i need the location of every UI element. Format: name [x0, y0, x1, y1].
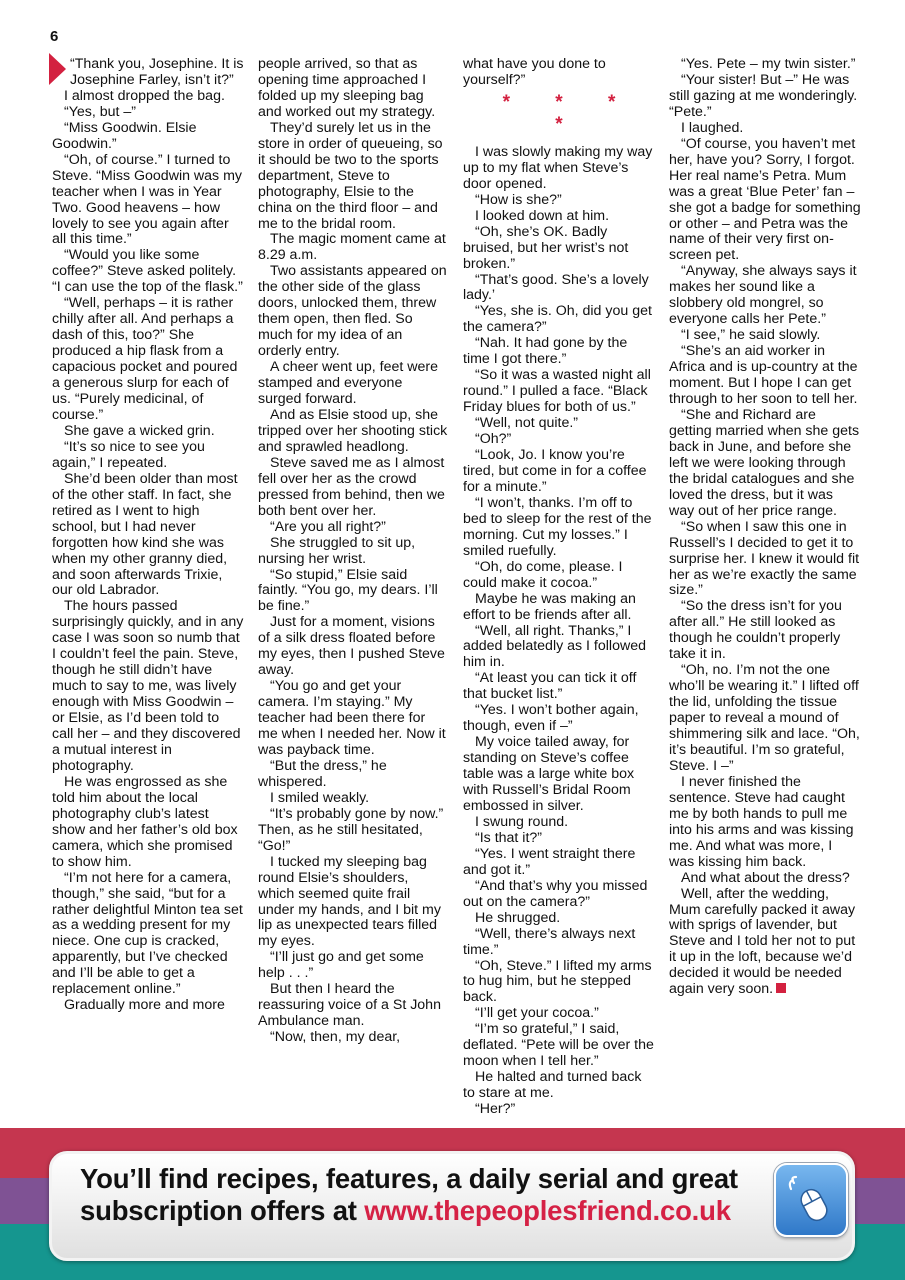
paragraph: “So it was a wasted night all round.” I pulled a face. “Black Friday blues for both of us.”: [463, 367, 651, 416]
paragraph: “Well, not quite.”: [475, 415, 579, 432]
paragraph: “I see,” he said slowly.: [681, 327, 821, 344]
paragraph: “I’m not here for a camera, though,” she said, “but for a rather delightful Minton tea set as a wedding present for my niece. One cup is cracked, apparently, but I’ve checked and I’ll be able to get a replacement online.”: [52, 869, 243, 998]
paragraph: “Thank you, Josephine. It is Josephine Farley, isn’t it?”: [70, 56, 244, 88]
paragraph: Just for a moment, visions of a silk dress floated before my eyes, then I pushed Steve away.: [258, 614, 445, 679]
paragraph: “It’s so nice to see you again,” I repeated.: [52, 438, 205, 471]
mouse-click-icon[interactable]: [774, 1163, 848, 1237]
paragraph: The magic moment came at 8.29 a.m.: [258, 231, 446, 264]
paragraph: “Are you all right?”: [270, 518, 386, 535]
article-column-2: [258, 57, 448, 1046]
paragraph: Gradually more and more: [64, 997, 225, 1014]
paragraph: My voice tailed away, for standing on Steve’s coffee table was a large white box with Russell’s Bridal Room embossed in silver.: [463, 734, 635, 814]
paragraph: “That’s good. She’s a lovely lady.’: [463, 271, 649, 304]
paragraph: “Is that it?”: [475, 829, 543, 846]
paragraph: He shrugged.: [475, 909, 561, 926]
paragraph: “She’s an aid worker in Africa and is up-country at the moment. But I hope I can get through to her soon to tell her.: [669, 343, 858, 408]
paragraph: “Oh, of course.” I turned to Steve. “Miss Goodwin was my teacher when I was in Year Two. Good heavens – how lovely to see you again after all this time.”: [52, 151, 243, 248]
paragraph: “So stupid,” Elsie said faintly. “You go, my dears. I’ll be fine.”: [258, 566, 438, 615]
paragraph: “Look, Jo. I know you’re tired, but come in for a coffee for a minute.”: [463, 447, 647, 495]
paragraph: “Yes. I won’t bother again, though, even if –”: [463, 702, 639, 735]
promo-website-link[interactable]: www.thepeoplesfriend.co.uk: [364, 1195, 731, 1226]
paragraph: He was engrossed as she told him about the local photography club’s latest show and her father’s old box camera, which she promised to show him.: [52, 773, 238, 870]
paragraph: “Would you like some coffee?” Steve asked politely. “I can use the top of the flask.”: [52, 247, 243, 296]
paragraph: A cheer went up, feet were stamped and everyone surged forward.: [258, 359, 438, 408]
mouse-icon: [788, 1175, 834, 1225]
paragraph: “Nah. It had gone by the time I got there.”: [463, 335, 628, 368]
article-column-4: [669, 57, 861, 998]
paragraph: “Oh, no. I’m not the one who’ll be wearing it.” I lifted off the lid, unfolding the tissue paper to reveal a mound of shimmering silk and lace. “Oh, it’s beautiful. I’m so grateful, Steve. I –”: [669, 662, 860, 774]
promo-text: [80, 1163, 760, 1227]
page-number: 6: [50, 28, 59, 45]
paragraph: “Yes, but –”: [64, 103, 137, 120]
paragraph: “I’ll get your cocoa.”: [475, 1005, 599, 1022]
paragraph: “I won’t, thanks. I’m off to bed to sleep for the rest of the morning. Cut my losses.” I smiled ruefully.: [463, 494, 652, 559]
paragraph: “So the dress isn’t for you after all.” He still looked as though he couldn’t properly take it in.: [669, 598, 842, 663]
paragraph: “And that’s why you missed out on the camera?”: [463, 877, 648, 910]
paragraph: Well, after the wedding, Mum carefully packed it away with sprigs of lavender, but Steve and I told her not to put it up in the loft, because we’d decided it would be needed again very soon.: [669, 885, 856, 998]
promo-banner: [49, 1151, 855, 1261]
paragraph: I looked down at him.: [475, 207, 610, 224]
paragraph: “Anyway, she always says it makes her sound like a slobbery old mongrel, so everyone calls her Pete.”: [669, 263, 857, 328]
article-column-3: [463, 57, 655, 1118]
paragraph: She’d been older than most of the other staff. In fact, she retired as I went to high school, but I had never forgotten how kind she was when my other granny died, and soon afterwards Trixie, our old Labrador.: [52, 470, 238, 599]
paragraph: “Well, all right. Thanks,” I added belatedly as I followed him in.: [463, 622, 646, 671]
paragraph: I swung round.: [475, 813, 569, 830]
paragraph: And as Elsie stood up, she tripped over her shooting stick and sprawled headlong.: [258, 406, 448, 455]
paragraph: She struggled to sit up, nursing her wrist.: [258, 534, 416, 567]
paragraph: “Well, there’s always next time.”: [463, 925, 636, 958]
paragraph: Steve saved me as I almost fell over her as the crowd pressed from behind, then we both bent over her.: [258, 454, 445, 519]
paragraph: “Now, then, my dear,: [270, 1029, 401, 1046]
paragraph: “Miss Goodwin. Elsie Goodwin.”: [52, 119, 197, 152]
paragraph: And what about the dress?: [681, 869, 850, 886]
paragraph: I almost dropped the bag.: [64, 87, 225, 104]
paragraph: people arrived, so that as opening time approached I folded up my sleeping bag and worked out my strategy.: [258, 56, 436, 120]
paragraph: “Her?”: [475, 1101, 516, 1118]
paragraph: “How is she?”: [475, 191, 562, 208]
paragraph: I was slowly making my way up to my flat when Steve’s door opened.: [463, 143, 653, 192]
paragraph: “At least you can tick it off that bucket list.”: [463, 670, 637, 703]
paragraph: “Oh, do come, please. I could make it cocoa.”: [463, 558, 623, 591]
paragraph: “Oh?”: [475, 431, 512, 448]
paragraph: They’d surely let us in the store in order of queueing, so it should be two to the sports department, Steve to photography, Elsie to the china on the third floor – and me to the bridal room.: [258, 119, 443, 232]
paragraph: “So when I saw this one in Russell’s I decided to get it to surprise her. I knew it would fit her as we’re exactly the same size.”: [669, 518, 860, 599]
column-3-opening: [463, 57, 655, 89]
paragraph: I tucked my sleeping bag round Elsie’s shoulders, which seemed quite frail under my hands, and I bit my lip as unexpected tears filled my eyes.: [258, 853, 441, 950]
promo-line-2-prefix: subscription offers at: [80, 1195, 365, 1226]
paragraph: “You go and get your camera. I’m staying.” My teacher had been there for me when I needed her. Now it was payback time.: [258, 678, 446, 758]
paragraph: what have you done to yourself?”: [463, 56, 606, 88]
paragraph: “Of course, you haven’t met her, have you? Sorry, I forgot. Her real name’s Petra. Mum was a great ‘Blue Peter’ fan – she got a badge for something or other – and Petra was the name of their very first on-screen pet.: [669, 135, 861, 264]
paragraph: “Yes, she is. Oh, did you get the camera?”: [463, 303, 652, 336]
column-3-continued: [463, 145, 655, 1118]
scene-break-asterisks: * * * *: [502, 91, 636, 135]
article-column-1: [52, 57, 244, 1014]
paragraph: “Well, perhaps – it is rather chilly after all. And perhaps a dash of this, too?” She produced a hip flask from a capacious pocket and poured a generous slurp for each of us. “Purely medicinal, of course.”: [52, 295, 238, 423]
paragraph: She gave a wicked grin.: [64, 422, 215, 439]
paragraph: I smiled weakly.: [270, 789, 370, 806]
paragraph: “Oh, Steve.” I lifted my arms to hug him, but he stepped back.: [463, 957, 652, 1006]
paragraph: “I’ll just go and get some help . . .”: [258, 949, 424, 982]
paragraph: “She and Richard are getting married when she gets back in June, and before she left we were looking through the bridal catalogues and she loved the dress, but it was way out of her price range.: [669, 406, 860, 519]
paragraph: “Yes. I went straight there and got it.”: [463, 845, 636, 878]
paragraph: I laughed.: [681, 119, 744, 136]
story-end-marker: [776, 983, 786, 993]
paragraph: Two assistants appeared on the other side of the glass doors, unlocked them, threw them open, then fled. So much for my idea of an orderly entry.: [258, 263, 447, 360]
paragraph: “Your sister! But –” He was still gazing at me wonderingly. “Pete.”: [669, 71, 858, 120]
paragraph: “But the dress,” he whispered.: [258, 757, 387, 790]
paragraph: “Yes. Pete – my twin sister.”: [681, 56, 856, 72]
paragraph: “I’m so grateful,” I said, deflated. “Pete will be over the moon when I tell her.”: [463, 1021, 654, 1070]
paragraph: “Oh, she’s OK. Badly bruised, but her wrist’s not broken.”: [463, 223, 629, 272]
paragraph: “It’s probably gone by now.” Then, as he still hesitated, “Go!”: [258, 805, 444, 854]
paragraph: But then I heard the reassuring voice of a St John Ambulance man.: [258, 981, 441, 1030]
paragraph: He halted and turned back to stare at me.: [463, 1069, 642, 1102]
promo-line-2: [80, 1195, 760, 1227]
paragraph: Maybe he was making an effort to be friends after all.: [463, 590, 636, 623]
paragraph: The hours passed surprisingly quickly, and in any case I was soon so numb that I couldn’t feel the pain. Steve, though he still didn’t have much to say to me, was lively enough with Miss Goodwin – or Elsie, as I’d been told to call her – and they discovered a mutual interest in photography.: [52, 598, 244, 774]
promo-line-1: You’ll find recipes, features, a daily serial and great: [80, 1163, 738, 1194]
paragraph: I never finished the sentence. Steve had caught me by both hands to pull me into his arms and was kissing me. And what was more, I was kissing him back.: [669, 773, 854, 870]
